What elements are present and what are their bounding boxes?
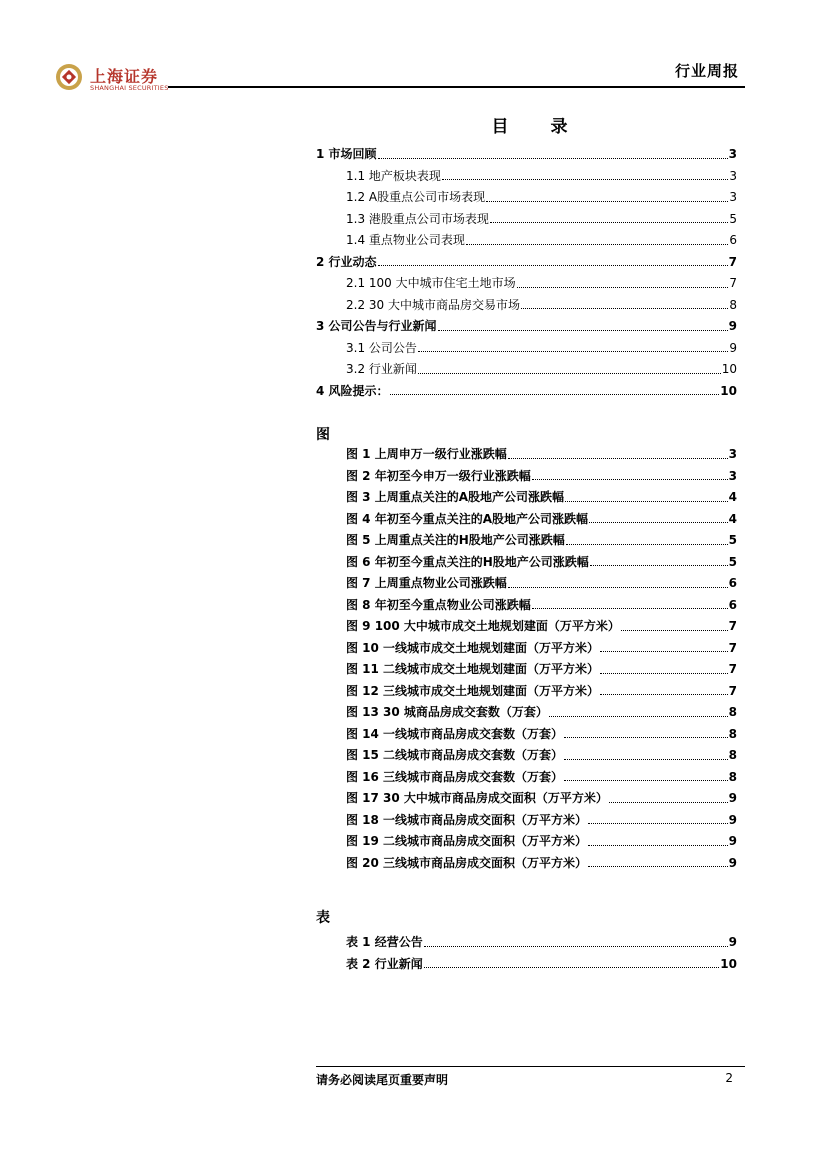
dot-leader [424, 937, 728, 947]
dot-leader [490, 213, 728, 223]
toc-entry-label: 1.1 地产板块表现 [346, 168, 441, 183]
dot-leader [600, 664, 728, 674]
figure-entry[interactable] [346, 853, 737, 875]
toc-entry[interactable] [316, 166, 737, 188]
toc-entry-page: 5 [729, 211, 737, 226]
toc-title: 目 录 [491, 117, 586, 137]
figure-entry-page: 5 [728, 533, 737, 547]
figure-entry[interactable] [346, 595, 737, 617]
figure-entry[interactable] [346, 638, 737, 660]
figure-entry-page: 8 [728, 748, 737, 762]
figure-entry-label: 图 7 上周重点物业公司涨跌幅 [346, 576, 507, 590]
toc-entry-page: 8 [729, 297, 737, 312]
figure-entry[interactable] [346, 724, 737, 746]
dot-leader [424, 958, 720, 968]
table-entry[interactable] [346, 932, 737, 954]
dot-leader [418, 342, 728, 352]
table-entry-label: 表 2 行业新闻 [346, 956, 423, 971]
figure-entry[interactable] [346, 444, 737, 466]
figure-entry-label: 图 3 上周重点关注的A股地产公司涨跌幅 [346, 490, 564, 504]
dot-leader [621, 621, 728, 631]
figure-entry[interactable] [346, 659, 737, 681]
figure-entry-label: 图 6 年初至今重点关注的H股地产公司涨跌幅 [346, 554, 589, 569]
dot-leader [521, 299, 728, 309]
dot-leader [564, 728, 728, 738]
tables-list [346, 932, 737, 975]
figure-entry-page: 4 [728, 490, 737, 504]
figure-entry[interactable] [346, 530, 737, 552]
toc-entry-label: 1.3 港股重点公司市场表现 [346, 211, 489, 226]
toc-entry-page: 7 [728, 254, 737, 269]
toc-entry-page: 9 [728, 319, 737, 333]
table-entry-page: 10 [720, 956, 737, 971]
logo-chinese-name: 上海证券 [90, 67, 159, 86]
dot-leader [566, 535, 728, 545]
figure-entry-page: 9 [728, 834, 737, 848]
toc-entry-label: 3.2 行业新闻 [346, 362, 417, 376]
table-entry[interactable] [346, 954, 737, 976]
report-type-label: 行业周报 [674, 62, 739, 80]
figure-entry-page: 3 [728, 447, 737, 461]
toc-entry-label: 1 市场回顾 [316, 147, 377, 161]
figure-entry[interactable] [346, 466, 737, 488]
figure-entry-label: 图 11 二线城市成交土地规划建面（万平方米） [346, 662, 600, 676]
page-number: 2 [725, 1071, 733, 1085]
toc-entry-label: 3 公司公告与行业新闻 [316, 319, 437, 333]
figure-entry-label: 图 9 100 大中城市成交土地规划建面（万平方米） [346, 619, 620, 633]
toc-entry[interactable] [316, 338, 737, 360]
figure-entry-page: 9 [728, 855, 737, 870]
dot-leader [442, 170, 728, 180]
figure-entry-label: 图 12 三线城市成交土地规划建面（万平方米） [346, 683, 600, 698]
figure-entry[interactable] [346, 788, 737, 810]
toc-entry-label: 2 行业动态 [316, 254, 377, 269]
toc-entry-page: 3 [729, 168, 737, 183]
figure-entry[interactable] [346, 487, 737, 509]
toc-list [316, 144, 737, 402]
dot-leader [418, 364, 721, 374]
dot-leader [609, 793, 728, 803]
dot-leader [565, 492, 728, 502]
dot-leader [600, 642, 728, 652]
figures-list [346, 444, 737, 874]
toc-entry-page: 7 [729, 276, 737, 290]
logo-emblem-icon [54, 62, 84, 92]
header-divider [168, 86, 745, 88]
figure-entry-page: 7 [728, 619, 737, 633]
toc-entry[interactable] [316, 316, 737, 338]
dot-leader [466, 235, 728, 245]
table-entry-page: 9 [728, 935, 737, 949]
figure-entry[interactable] [346, 745, 737, 767]
figure-entry-page: 5 [728, 554, 737, 569]
figure-entry-label: 图 16 三线城市商品房成交套数（万套） [346, 769, 564, 784]
dot-leader [517, 278, 729, 288]
figure-entry-page: 7 [728, 662, 737, 676]
figure-entry-page: 8 [728, 726, 737, 741]
dot-leader [486, 192, 728, 202]
figure-entry-label: 图 4 年初至今重点关注的A股地产公司涨跌幅 [346, 511, 588, 526]
dot-leader [590, 556, 728, 566]
dot-leader [600, 685, 728, 695]
figure-entry-label: 图 17 30 大中城市商品房成交面积（万平方米） [346, 791, 608, 805]
figure-entry-page: 9 [728, 812, 737, 827]
figure-entry-label: 图 13 30 城商品房成交套数（万套） [346, 705, 548, 719]
figure-entry[interactable] [346, 509, 737, 531]
figure-entry-page: 8 [728, 705, 737, 719]
figure-entry[interactable] [346, 681, 737, 703]
figure-entry-page: 7 [728, 683, 737, 698]
toc-entry-page: 9 [729, 340, 737, 355]
figures-heading: 图 [316, 427, 330, 443]
toc-entry[interactable] [316, 295, 737, 317]
figure-entry[interactable] [346, 616, 737, 638]
dot-leader [532, 599, 728, 609]
dot-leader [508, 578, 728, 588]
figure-entry-label: 图 14 一线城市商品房成交套数（万套） [346, 726, 564, 741]
dot-leader [588, 814, 728, 824]
dot-leader [390, 385, 720, 395]
dot-leader [378, 149, 728, 159]
toc-entry[interactable] [316, 273, 737, 295]
figure-entry[interactable] [346, 767, 737, 789]
toc-entry[interactable] [316, 381, 737, 403]
figure-entry[interactable] [346, 552, 737, 574]
figure-entry-label: 图 8 年初至今重点物业公司涨跌幅 [346, 597, 531, 612]
toc-entry[interactable] [316, 209, 737, 231]
toc-entry-page: 10 [721, 362, 737, 376]
dot-leader [532, 470, 728, 480]
toc-entry-label: 2.2 30 大中城市商品房交易市场 [346, 297, 520, 312]
figure-entry-page: 9 [728, 791, 737, 805]
figure-entry-label: 图 10 一线城市成交土地规划建面（万平方米） [346, 640, 600, 655]
toc-entry-label: 3.1 公司公告 [346, 340, 417, 355]
dot-leader [564, 750, 728, 760]
tables-heading: 表 [316, 910, 330, 926]
figure-entry-page: 8 [728, 769, 737, 784]
figure-entry-label: 图 5 上周重点关注的H股地产公司涨跌幅 [346, 533, 565, 547]
toc-entry-page: 10 [720, 383, 737, 398]
figure-entry[interactable] [346, 702, 737, 724]
figure-entry-page: 6 [728, 597, 737, 612]
figure-entry-page: 7 [728, 640, 737, 655]
logo-english-name: SHANGHAI SECURITIES [90, 84, 169, 92]
figure-entry-page: 4 [728, 511, 737, 526]
figure-entry[interactable] [346, 573, 737, 595]
figure-entry-label: 图 20 三线城市商品房成交面积（万平方米） [346, 855, 588, 870]
figure-entry-label: 图 19 二线城市商品房成交面积（万平方米） [346, 834, 588, 848]
toc-entry-label: 1.4 重点物业公司表现 [346, 233, 465, 247]
dot-leader [588, 857, 728, 867]
toc-entry-label: 2.1 100 大中城市住宅土地市场 [346, 276, 516, 290]
toc-entry-page: 3 [729, 190, 737, 204]
toc-entry[interactable] [316, 230, 737, 252]
toc-entry[interactable] [316, 359, 737, 381]
footer-disclaimer: 请务必阅读尾页重要声明 [316, 1073, 449, 1087]
figure-entry[interactable] [346, 831, 737, 853]
toc-entry-label: 4 风险提示： [316, 383, 389, 398]
figure-entry-page: 6 [728, 576, 737, 590]
footer-divider [316, 1066, 745, 1067]
dot-leader [549, 707, 728, 717]
dot-leader [508, 449, 728, 459]
figure-entry-page: 3 [728, 468, 737, 483]
toc-entry-label: 1.2 A股重点公司市场表现 [346, 190, 486, 204]
table-entry-label: 表 1 经营公告 [346, 935, 423, 949]
figure-entry-label: 图 18 一线城市商品房成交面积（万平方米） [346, 812, 588, 827]
toc-entry-page: 6 [729, 233, 737, 247]
figure-entry-label: 图 1 上周申万一级行业涨跌幅 [346, 447, 507, 461]
toc-entry-page: 3 [728, 147, 737, 161]
dot-leader [378, 256, 728, 266]
figure-entry-label: 图 15 二线城市商品房成交套数（万套） [346, 748, 564, 762]
dot-leader [438, 321, 728, 331]
toc-entry[interactable] [316, 144, 737, 166]
dot-leader [589, 513, 728, 523]
dot-leader [564, 771, 728, 781]
toc-entry[interactable] [316, 187, 737, 209]
figure-entry[interactable] [346, 810, 737, 832]
toc-entry[interactable] [316, 252, 737, 274]
figure-entry-label: 图 2 年初至今申万一级行业涨跌幅 [346, 468, 531, 483]
dot-leader [588, 836, 728, 846]
